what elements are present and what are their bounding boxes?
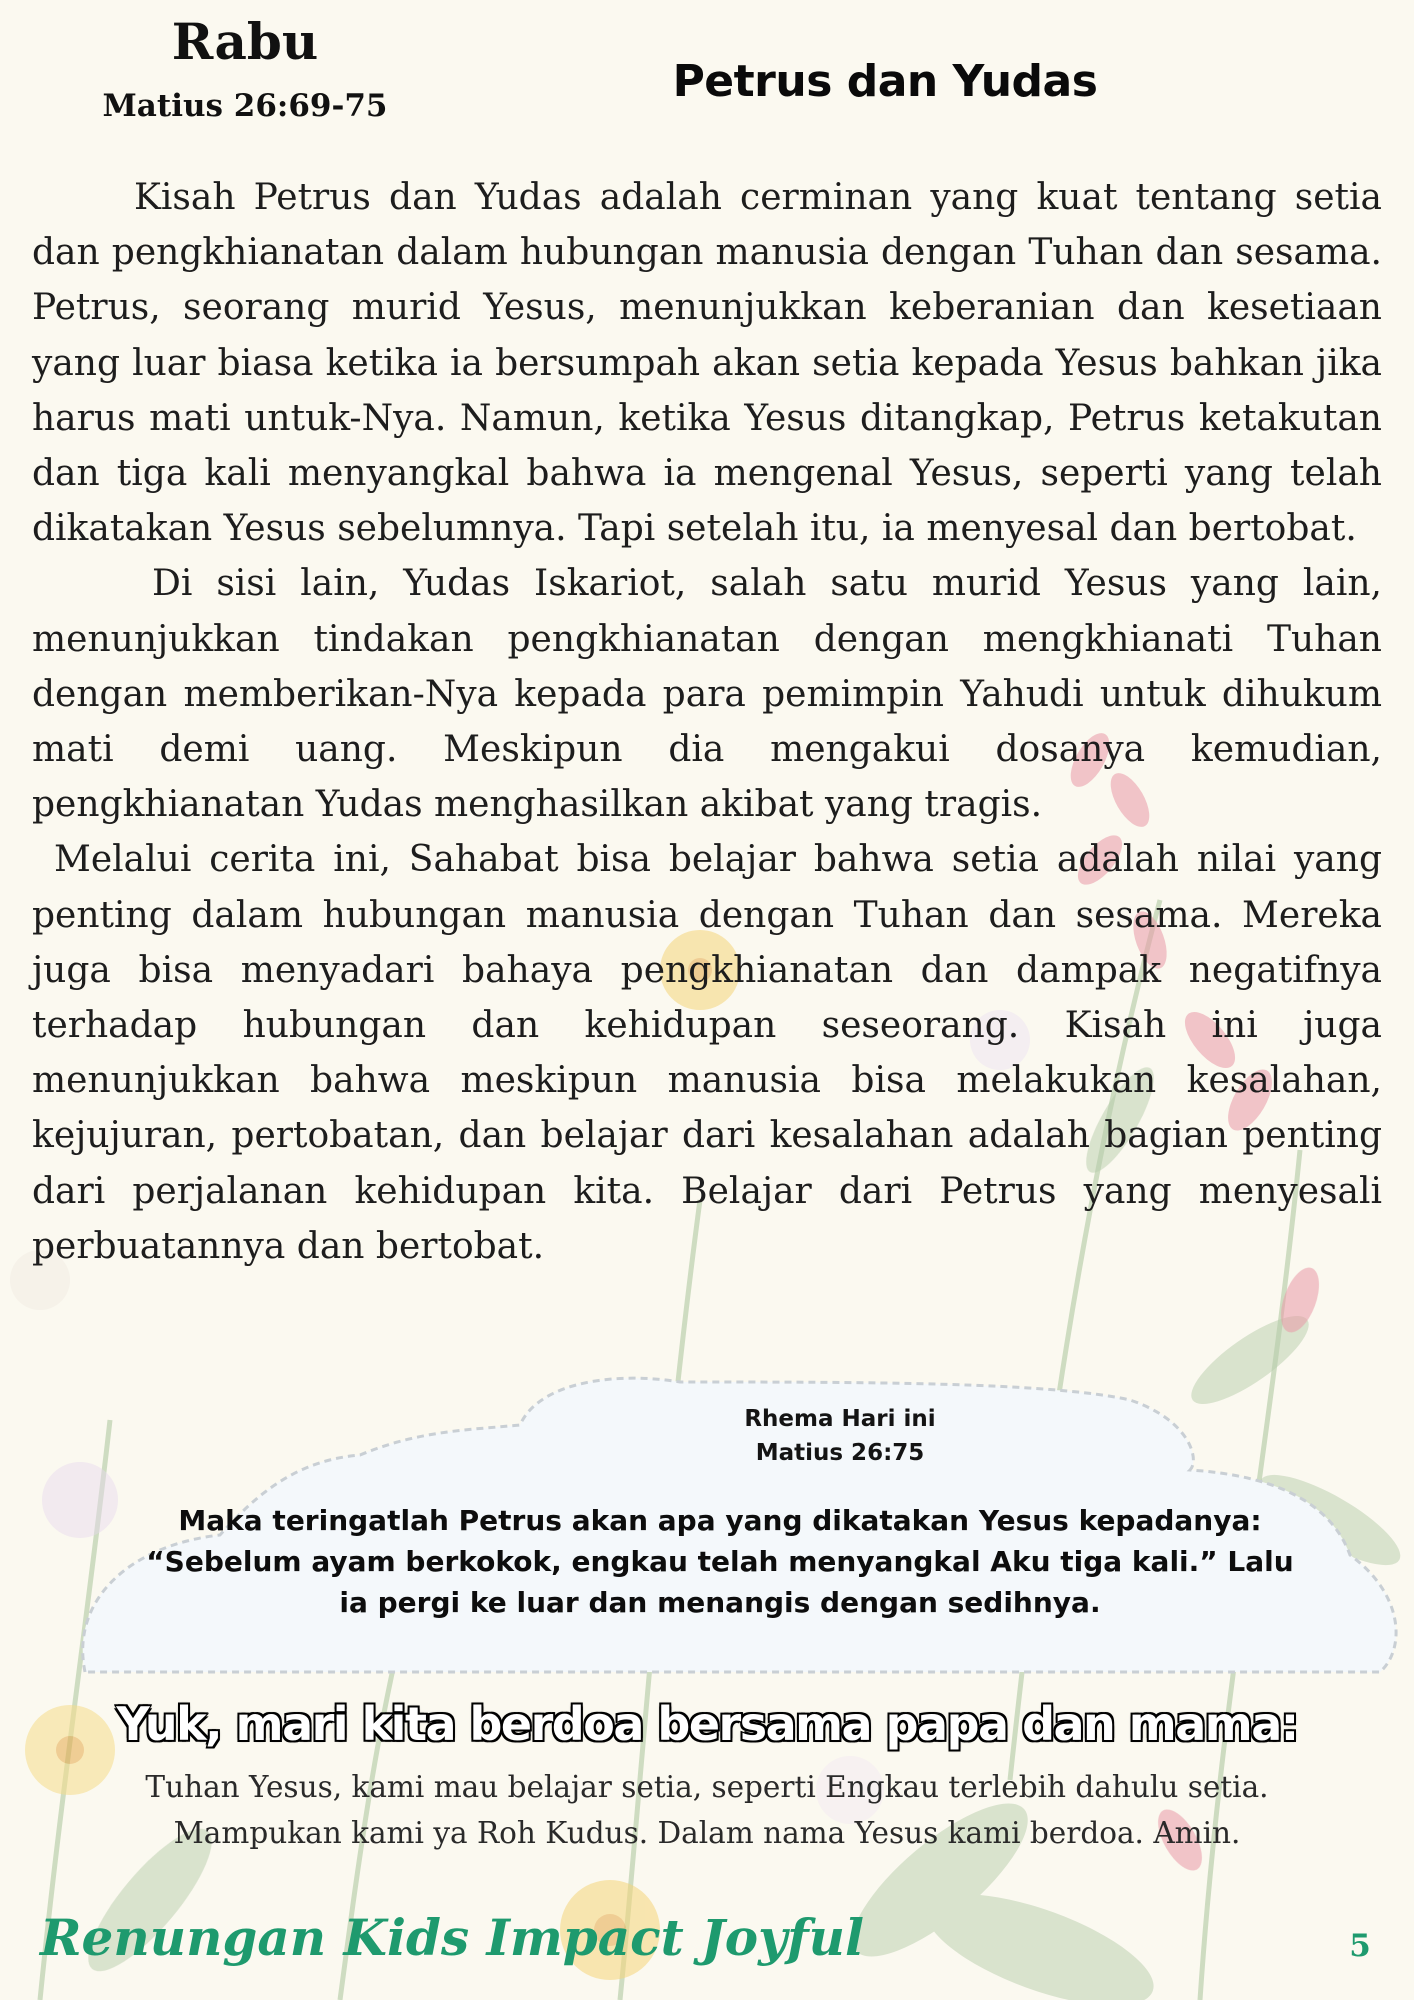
rhema-heading [600,1402,1080,1470]
paragraph: Kisah Petrus dan Yudas adalah cerminan yang kuat tentang setia dan pengkhianatan dalam hubungan manusia dengan Tuhan dan sesama. Petrus, seorang murid Yesus, menunjukkan keberanian dan kesetiaan yang luar biasa ketika ia bersumpah akan setia kepada Yesus bahkan jika harus mati untuk-Nya. Namun, ketika Yesus ditangkap, Petrus ketakutan dan tiga kali menyangkal bahwa ia mengenal Yesus, seperti yang telah dikatakan Yesus sebelumnya. Tapi setelah itu, ia menyesal dan bertobat. [32,177,1382,550]
footer-brand: Renungan Kids Impact Joyful [40,1908,865,1967]
rhema-label: Rhema Hari ini [744,1406,936,1432]
rhema-verse: Maka teringatlah Petrus akan apa yang dikatakan Yesus kepadanya: “Sebelum ayam berkokok, engkau telah menyangkal Aku tiga kali.” Lalu ia pergi ke luar dan menangis dengan sedihnya. [146,1504,1294,1619]
pale-flower [42,1462,118,1538]
paragraph: Di sisi lain, Yudas Iskariot, salah satu murid Yesus yang lain, menunjukkan tindakan pengkhianatan dengan mengkhianati Tuhan dengan memberikan-Nya kepada para pemimpin Yahudi untuk dihukum mati demi uang. Meskipun dia mengakui dosanya kemudian, pengkhianatan Yudas menghasilkan akibat yang tragis. [32,563,1382,826]
prayer-line: Tuhan Yesus, kami mau belajar setia, seperti Engkau terlebih dahulu setia. [145,1770,1269,1804]
rhema-reference: Matius 26:75 [755,1440,925,1466]
prayer-title: Yuk, mari kita berdoa bersama papa dan mama: [116,1697,1298,1751]
page-number: 5 [1349,1928,1371,1964]
page-title: Petrus dan Yudas [672,56,1098,107]
paragraph: Melalui cerita ini, Sahabat bisa belajar bahwa setia adalah nilai yang penting dalam hubungan manusia dengan Tuhan dan sesama. Mereka juga bisa menyadari bahaya pengkhianatan dan dampak negatifnya terhadap hubungan dan kehidupan seseorang. Kisah ini juga menunjukkan bahwa meskipun manusia bisa melakukan kesalahan, kejujuran, pertobatan, dan belajar dari kesalahan adalah bagian penting dari perjalanan kehidupan kita. Belajar dari Petrus yang menyesali perbuatannya dan bertobat. [32,839,1382,1267]
prayer-line: Mampukan kami ya Roh Kudus. Dalam nama Yesus kami berdoa. Amin. [173,1816,1241,1850]
scripture-reference: Matius 26:69-75 [102,88,388,124]
prayer-text [60,1764,1354,1856]
day-label: Rabu [171,12,319,71]
devotional-body [32,170,1382,1274]
